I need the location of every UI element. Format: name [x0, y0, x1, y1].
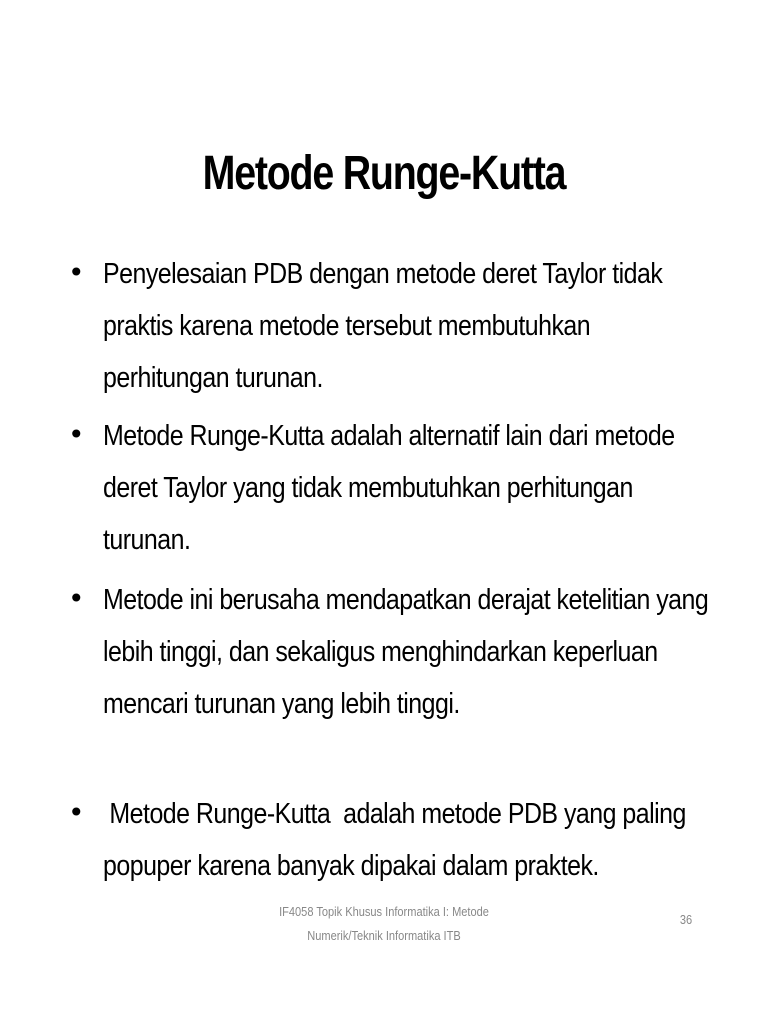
- slide-title: Metode Runge-Kutta: [202, 147, 566, 200]
- slide-footer: [257, 900, 512, 948]
- bullet-text: Metode ini berusaha mendapatkan derajat ketelitian yang lebih tinggi, dan sekaligus menghindarkan keperluan mencari turunan yang lebih tinggi.: [103, 584, 715, 720]
- page-number: 36: [679, 912, 693, 927]
- bullet-icon: •: [68, 582, 85, 615]
- bullet-icon: •: [68, 418, 85, 451]
- footer-line-2: Numerik/Teknik Informatika ITB: [307, 928, 461, 943]
- bullet-text: Metode Runge-Kutta adalah alternatif lain dari metode deret Taylor yang tidak membutuhkan perhitungan turunan.: [103, 420, 682, 556]
- bullet-icon: •: [68, 796, 85, 829]
- bullet-text: Metode Runge-Kutta adalah metode PDB yang paling popuper karena banyak dipakai dalam praktek.: [103, 798, 693, 882]
- bullet-icon: •: [68, 256, 85, 289]
- footer-line-1: IF4058 Topik Khusus Informatika I: Metode: [279, 904, 489, 919]
- bullet-text: Penyelesaian PDB dengan metode deret Taylor tidak praktis karena metode tersebut membutuhkan perhitungan turunan.: [103, 258, 669, 394]
